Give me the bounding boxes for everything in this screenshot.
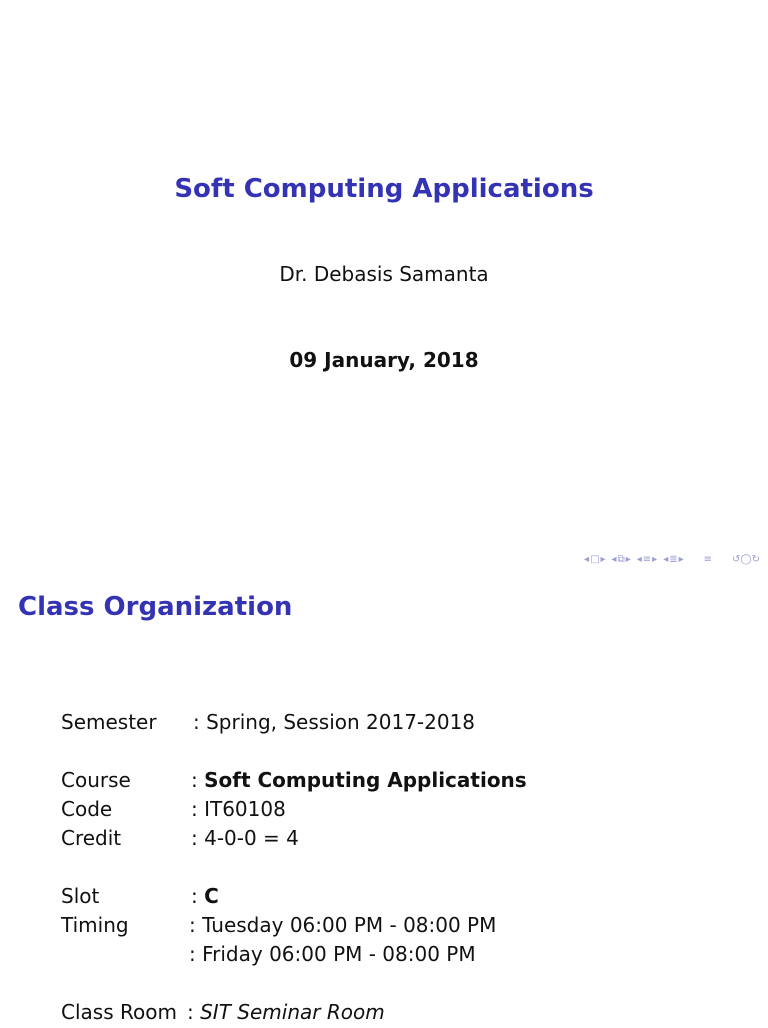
arrow-right-icon[interactable]: ▸ bbox=[625, 554, 631, 565]
row-value: : 4-0-0 = 4 bbox=[191, 826, 299, 850]
beamer-navigation-bar bbox=[584, 554, 760, 566]
arrow-right-icon[interactable]: ▸ bbox=[678, 554, 684, 565]
row-label: Class Room bbox=[61, 1000, 177, 1024]
row-label: Credit bbox=[61, 826, 122, 850]
frame-title: Class Organization bbox=[18, 592, 293, 622]
arrow-left-icon[interactable]: ◂ bbox=[663, 554, 669, 565]
align-icon[interactable]: ≡ bbox=[703, 554, 713, 565]
row-value: : IT60108 bbox=[191, 797, 286, 821]
arrow-right-icon[interactable]: ▸ bbox=[600, 554, 606, 565]
slot-letter: C bbox=[204, 884, 219, 908]
row-value: : Friday 06:00 PM - 08:00 PM bbox=[189, 942, 476, 966]
row-value: : Tuesday 06:00 PM - 08:00 PM bbox=[189, 913, 497, 937]
row-label: Semester bbox=[61, 710, 157, 734]
search-icon[interactable]: ↺◯↻ bbox=[732, 554, 760, 565]
row-value bbox=[191, 884, 219, 908]
arrow-right-icon[interactable]: ▸ bbox=[652, 554, 658, 565]
course-name: Soft Computing Applications bbox=[204, 768, 527, 792]
subsection-icon[interactable]: ≣ bbox=[669, 554, 678, 565]
nav-subsection-group[interactable] bbox=[663, 554, 683, 566]
presentation-date: 09 January, 2018 bbox=[289, 348, 479, 372]
row-label: Course bbox=[61, 768, 131, 792]
row-label: Timing bbox=[61, 913, 129, 937]
nav-frames-group[interactable] bbox=[612, 554, 631, 566]
row-label: Code bbox=[61, 797, 113, 821]
row-value bbox=[191, 768, 527, 792]
classroom-name: SIT Seminar Room bbox=[200, 1000, 385, 1024]
author-name: Dr. Debasis Samanta bbox=[279, 262, 489, 286]
presentation-title: Soft Computing Applications bbox=[174, 174, 594, 204]
row-value bbox=[187, 1000, 385, 1024]
row-value: : Spring, Session 2017-2018 bbox=[193, 710, 476, 734]
arrow-left-icon[interactable]: ◂ bbox=[636, 554, 642, 565]
row-value-prefix: : bbox=[187, 1000, 201, 1024]
nav-section-group[interactable] bbox=[637, 554, 657, 566]
row-label: Slot bbox=[61, 884, 100, 908]
arrow-left-icon[interactable]: ◂ bbox=[611, 554, 617, 565]
nav-frame-group[interactable] bbox=[584, 554, 606, 566]
arrow-left-icon[interactable]: ◂ bbox=[584, 554, 590, 565]
row-value-prefix: : bbox=[191, 884, 205, 908]
frames-icon[interactable]: ⧉ bbox=[617, 554, 625, 565]
frame-icon[interactable]: □ bbox=[590, 554, 600, 565]
class-organization-slide bbox=[0, 576, 768, 1024]
section-icon[interactable]: ≡ bbox=[642, 554, 652, 565]
row-value-prefix: : bbox=[191, 768, 205, 792]
